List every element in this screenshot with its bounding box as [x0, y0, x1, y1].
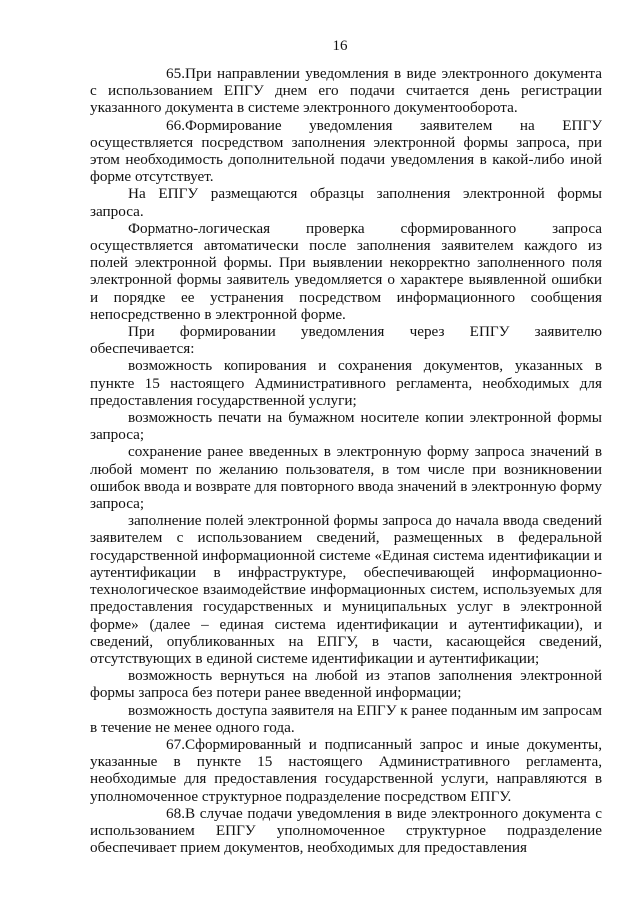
paragraph-text: возможность вернуться на любой из этапов заполнения электронной формы запроса без потери ранее введенной информации; — [90, 667, 602, 702]
paragraph-validation — [90, 220, 602, 323]
paragraph-text: возможность доступа заявителя на ЕПГУ к ранее поданным им запросам в течение не менее одного года. — [90, 701, 602, 736]
paragraph-number: 65. — [166, 65, 185, 82]
paragraph-text: сохранение ранее введенных в электронную форму запроса значений в любой момент по желанию пользователя, в том числе при возникновении ошибок ввода и возврате для повторного ввода значений в электронную форму запроса; — [90, 443, 602, 513]
list-item-access — [90, 702, 602, 736]
list-item-prefill — [90, 512, 602, 667]
list-item-copy — [90, 357, 602, 409]
paragraph-text: На ЕПГУ размещаются образцы заполнения электронной формы запроса. — [90, 185, 602, 220]
paragraph-65 — [90, 65, 602, 117]
paragraph-text: Сформированный и подписанный запрос и иные документы, указанные в пункте 15 настоящего Административного регламента, необходимые для предоставления государственной услуги, направляются в уполномоченное структурное подразделение посредством ЕПГУ. — [90, 735, 602, 805]
paragraph-text: В случае подачи уведомления в виде электронного документа с использованием ЕПГУ уполномоченное структурное подразделение обеспечивает прием документов, необходимых для предоставления — [90, 804, 602, 857]
document-body — [90, 65, 602, 856]
paragraph-68 — [90, 805, 602, 857]
paragraph-text: возможность копирования и сохранения документов, указанных в пункте 15 настоящего Административного регламента, необходимых для предоставления государственной услуги; — [90, 357, 602, 409]
paragraph-number: 68. — [166, 804, 185, 822]
paragraph-number: 67. — [166, 735, 185, 753]
paragraph-text: При направлении уведомления в виде электронного документа с использованием ЕПГУ днем его подачи считается день регистрации указанного документа в системе электронного документооборота. — [90, 65, 602, 117]
paragraph-67 — [90, 736, 602, 805]
list-item-save — [90, 443, 602, 512]
list-item-print — [90, 409, 602, 443]
page-number: 16 — [332, 38, 348, 54]
paragraph-text: Формирование уведомления заявителем на ЕПГУ осуществляется посредством заполнения электронной формы запроса, при этом необходимость дополнительной подачи уведомления в какой-либо иной форме отсутствует. — [90, 116, 602, 186]
list-item-return — [90, 667, 602, 701]
paragraph-text: Форматно-логическая проверка сформированного запроса осуществляется автоматически после заполнения заявителем каждого из полей электронной формы. При выявлении некорректно заполненного поля электронной формы заявитель уведомляется о характере выявленной ошибки и порядке ее устранения посредством информационного сообщения непосредственно в электронной форме. — [90, 219, 602, 323]
paragraph-samples — [90, 185, 602, 219]
paragraph-provided — [90, 323, 602, 357]
paragraph-text: При формировании уведомления через ЕПГУ заявителю обеспечивается: — [90, 323, 602, 358]
paragraph-text: заполнение полей электронной формы запроса до начала ввода сведений заявителем с использованием сведений, размещенных в федеральной государственной информационной системе «Единая система идентификации и аутентификации в инфраструктуре, обеспечивающей информационно-технологическое взаимодействие информационных систем, используемых для предоставления государственных и муниципальных услуг в электронной форме» (далее – единая система идентификации и аутентификации), и сведений, опубликованных на ЕПГУ, в части, касающейся сведений, отсутствующих в единой системе идентификации и аутентификации; — [90, 512, 602, 667]
paragraph-66 — [90, 117, 602, 186]
paragraph-text: возможность печати на бумажном носителе копии электронной формы запроса; — [90, 409, 602, 444]
paragraph-number: 66. — [166, 116, 185, 134]
